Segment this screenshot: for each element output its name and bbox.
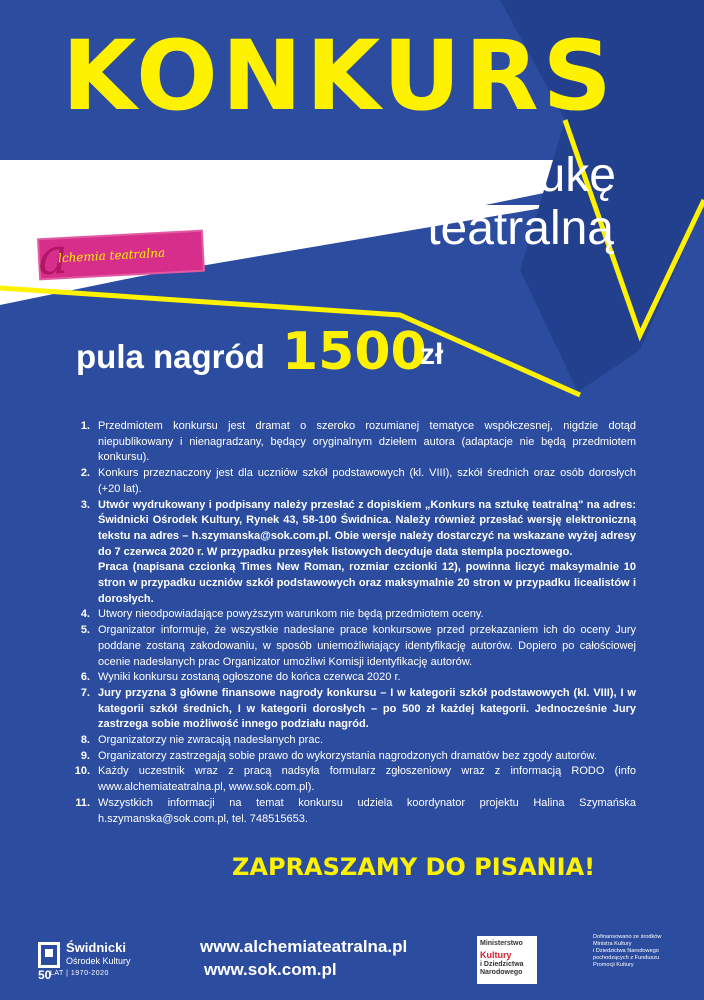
sok-logo-name: Świdnicki (66, 940, 126, 955)
page-title: KONKURS (62, 20, 616, 132)
ministry-logo (477, 936, 537, 984)
rule-number: 5. (80, 624, 90, 637)
sok-logo-subname: Ośrodek Kultury (66, 956, 131, 966)
rule-number: 9. (80, 749, 90, 762)
rule-extra-text: Praca (napisana czcionką Times New Roman, rozmiar czcionki 12), powinna liczyć maksymalnie 10 stron w przypadku uczniów szkół podstawowych oraz maksymalnie 20 stron w przypadku licealistów i dorosłych. (98, 561, 636, 605)
rule-item (70, 733, 636, 749)
sok-logo-icon (38, 942, 60, 968)
call-to-action: ZAPRASZAMY DO PISANIA! (232, 853, 596, 881)
rule-text: Przedmiotem konkursu jest dramat o szeroko rozumianej tematyce współczesnej, nigdzie dotąd niepublikowany i nienagradzany, będący oryginalnym dziełem autora (adaptacje nie będą przedmiotem konkursu). (98, 420, 636, 464)
website-link-sok[interactable]: www.sok.com.pl (204, 960, 337, 979)
subtitle-line2: teatralną (427, 202, 614, 255)
ministry-logo-line3: i Dziedzictwa (480, 961, 524, 968)
ministry-logo-line4: Narodowego (480, 969, 523, 976)
rule-text: Konkurs przeznaczony jest dla uczniów szkół podstawowych (kl. VIII), szkół średnich oraz osób dorosłych (+20 lat). (98, 467, 636, 495)
alchemia-logo-letter: a (36, 226, 70, 287)
alchemia-logo-text: lchemia teatralna (57, 245, 166, 266)
rule-item (70, 419, 636, 466)
rule-text: Utwór wydrukowany i podpisany należy przesłać z dopiskiem „Konkurs na sztukę teatralną" na adres: Świdnicki Ośrodek Kultury, Rynek 43, 58-100 Świdnica. Należy również przesłać wersję elektroniczną tekstu na adres – h.szymanska@sok.com.pl. Obie wersje należy dostarczyć na wskazane wyżej adresy do 7 czerwca 2020 r. W przypadku przesyłek listowych decyduje data stempla pocztowego. (98, 498, 636, 558)
prize-currency: zł (420, 338, 444, 371)
rule-number: 7. (80, 686, 90, 699)
funding-line: pochodzących z Funduszu (593, 955, 660, 961)
funding-line: Dofinansowano ze środków (593, 934, 662, 940)
funding-line: Promocji Kultury (593, 962, 634, 968)
rule-item (70, 686, 636, 733)
sok-logo-anniversary: 50 (38, 968, 52, 982)
rule-number: 6. (80, 671, 90, 684)
rule-text: Organizatorzy nie zwracają nadesłanych prac. (98, 734, 324, 747)
rule-item (70, 623, 636, 670)
funding-line: Ministra Kultury (593, 941, 632, 947)
rule-number: 11. (75, 796, 90, 809)
funding-note (593, 934, 673, 969)
rule-item (70, 796, 636, 827)
rule-item (70, 498, 636, 608)
rule-number: 10. (74, 765, 90, 778)
ministry-logo-line1: Ministerstwo (480, 940, 523, 947)
website-link-alchemia[interactable]: www.alchemiateatralna.pl (200, 937, 408, 956)
rule-item (70, 466, 636, 497)
rule-number: 4. (80, 608, 90, 621)
rule-item (70, 749, 636, 765)
sok-logo (38, 938, 148, 984)
subtitle-line1: na sztukę (410, 149, 616, 202)
prize-label: pula nagród (76, 338, 265, 375)
rule-text: Organizatorzy zastrzegają sobie prawo do wykorzystania nagrodzonych dramatów bez zgody autorów. (98, 749, 597, 762)
rule-item (70, 607, 636, 623)
prize-amount: 1500 (282, 322, 427, 382)
rule-text: Organizator informuje, że wszystkie nadesłane prace konkursowe przed przekazaniem ich do oceny Jury poddane zostaną zakodowaniu, w sposób uniemożliwiający identyfikację autorów. Dopiero po całościowej ocenie nadesłanych prac Organizator umożliwi Komisji identyfikację autorów. (98, 624, 636, 668)
rule-item (70, 670, 636, 686)
rules-list (70, 419, 636, 827)
rule-number: 8. (80, 734, 90, 747)
rule-item (70, 764, 636, 795)
rule-text: Jury przyzna 3 główne finansowe nagrody konkursu – I w kategorii szkół podstawowych (kl. VIII), I w kategorii szkół średnich, I w kategorii dorosłych – po 500 zł każdej kategorii. Jednocześnie Jury zastrzega sobie możliwość innego podziału nagród. (98, 686, 636, 731)
rule-number: 2. (80, 467, 90, 480)
rule-text: Utwory nieodpowiadające powyższym warunkom nie będą przedmiotem oceny. (98, 608, 484, 621)
ministry-logo-line2: Kultury (480, 950, 512, 960)
rule-text: Wyniki konkursu zostaną ogłoszone do końca czerwca 2020 r. (98, 671, 401, 684)
rule-number: 1. (80, 420, 90, 432)
rule-text: Każdy uczestnik wraz z pracą nadsyła formularz zgłoszeniowy wraz z informacją RODO (info www.alchemiateatralna.pl, www.sok.com.pl). (98, 765, 636, 794)
funding-line: i Dziedzictwa Narodowego (593, 948, 659, 954)
rule-text: Wszystkich informacji na temat konkursu udziela koordynator projektu Halina Szymańska h.szymanska@sok.com.pl, tel. 748515653. (98, 796, 636, 825)
rule-number: 3. (80, 498, 90, 511)
sok-logo-years: LAT | 1970-2020 (50, 970, 109, 977)
